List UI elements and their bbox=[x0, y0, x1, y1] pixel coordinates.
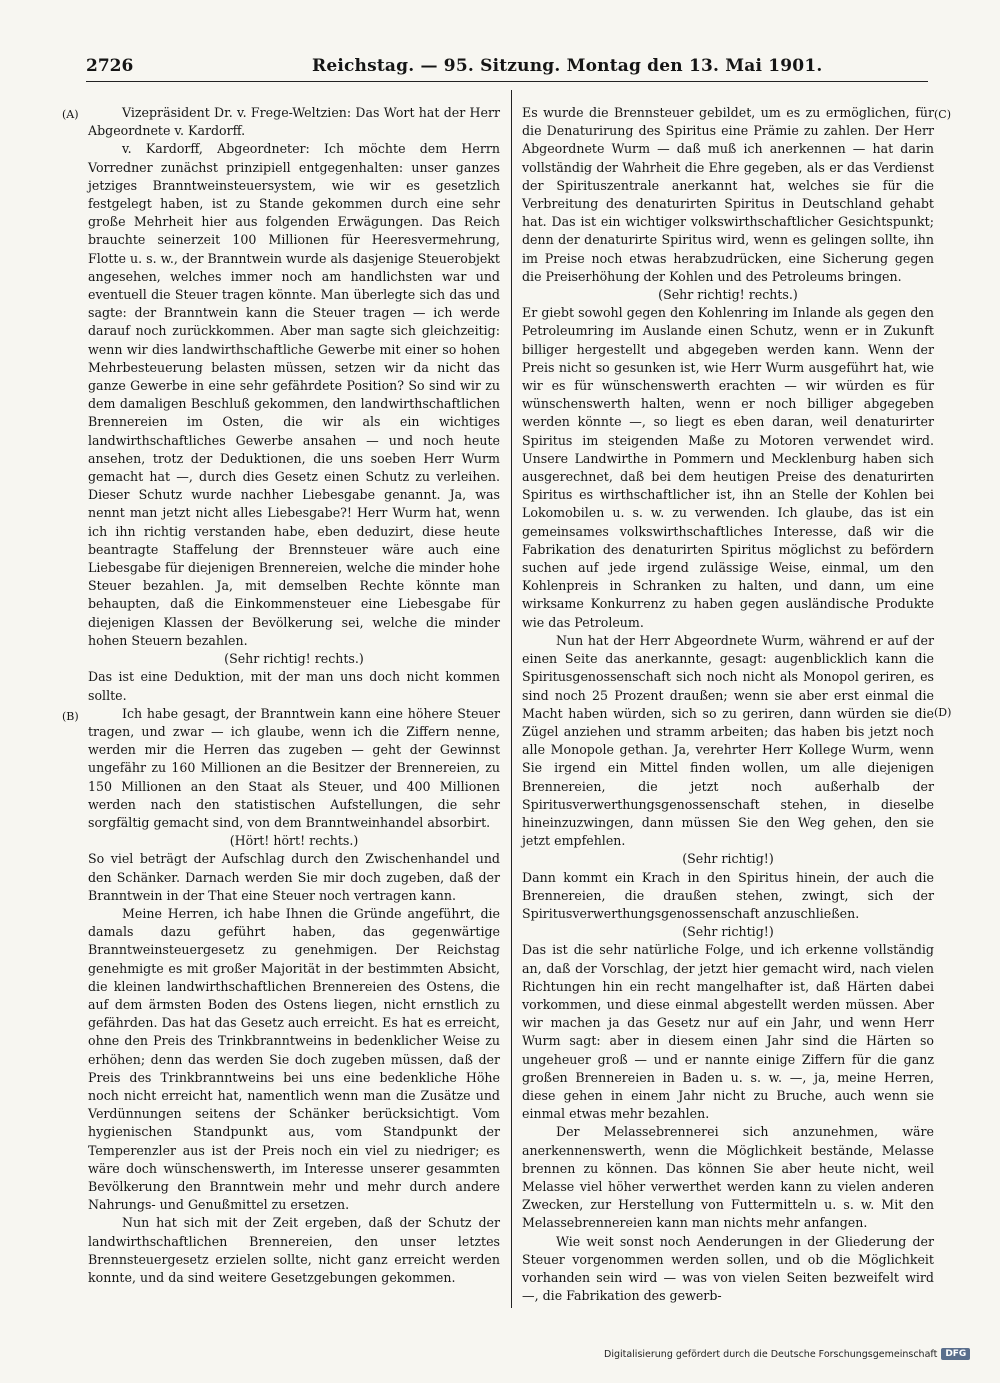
left-interjection: (Sehr richtig! rechts.) bbox=[224, 651, 364, 667]
left-paragraph: Vizepräsident Dr. v. Frege-Weltzien: Das Wort hat der Herr Abgeordnete v. Kardorff. bbox=[88, 105, 500, 139]
margin-mark-b: (B) bbox=[62, 710, 79, 723]
margin-mark-c: (C) bbox=[934, 108, 951, 121]
page-number: 2726 bbox=[86, 56, 134, 76]
right-paragraph: Dann kommt ein Krach in den Spiritus hinein, der auch die Brennereien, die draußen stehen, zwingt, sich der Spiritusverwerthungsgenossenschaft anzuschließen. bbox=[522, 869, 934, 921]
left-paragraph: Meine Herren, ich habe Ihnen die Gründe angeführt, die damals dazu geführt haben, das gegenwärtige Branntweinsteuergesetz zu genehmigen. Der Reichstag genehmigte es mit großer Majorität in der bestimmten Absicht, die kleinen landwirthschaftlichen Brennereien des Ostens, die auf dem ärmsten Boden des Ostens liegen, nicht ernstlich zu gefährden. Das hat das Gesetz auch erreicht. Es hat es erreicht, ohne den Preis des Trinkbranntweins in bedenklicher Weise zu erhöhen; denn das werden Sie doch zugeben müssen, daß der Preis des Trinkbranntweins bei uns eine bedenkliche Höhe noch nicht erreicht hat, namentlich wenn man die Zusätze und Verdünnungen seitens der Schänker berücksichtigt. Vom hygienischen Standpunkt aus, vom Standpunkt der Temperenzler aus ist der Preis noch ein viel zu niedriger; es wäre doch wünschenswerth, im Interesse unserer gesammten Bevölkerung den Branntwein mehr und mehr durch andere Nahrungs- und Genußmittel zu ersetzen. bbox=[88, 905, 500, 1213]
left-column bbox=[88, 104, 500, 1287]
footer bbox=[604, 1348, 970, 1360]
right-column bbox=[522, 104, 934, 1305]
left-paragraph: Ich habe gesagt, der Branntwein kann eine höhere Steuer tragen, und zwar — ich glaube, wenn ich die Ziffern nenne, werden mir die Herren das zugeben — geht der Gewinnst ungefähr zu 160 Millionen an die Besitzer der Brennereien, zu 150 Millionen an den Staat als Steuer, und 400 Millionen werden nach den statistischen Aufstellungen, die sehr sorgfältig gemacht sind, von dem Branntweinhandel absorbirt. bbox=[88, 705, 500, 830]
right-paragraph: Er giebt sowohl gegen den Kohlenring im Inlande als gegen den Petroleumring im Auslande einen Schutz, wenn er in Zukunft billiger hergestellt und abgegeben werden kann. Wenn der Preis nicht so gesunken ist, wie Herr Wurm ausgeführt hat, wie wir es für wünschenswerth erachten — wir würden es für wünschenswerth halten, wenn er noch billiger abgegeben werden könnte —, so liegt es eben daran, weil denaturirter Spiritus im steigenden Maße zu Motoren verwendet wird. Unsere Landwirthe in Pommern und Mecklenburg haben sich ausgerechnet, daß bei dem heutigen Preise des denaturirten Spiritus es wirthschaftlicher ist, ihn an Stelle der Kohlen bei Lokomobilen u. s. w. zu verwenden. Ich glaube, das ist ein gemeinsames volkswirthschaftliches Interesse, daß wir die Fabrikation des denaturirten Spiritus möglichst zu befördern suchen auf jede irgend zulässige Weise, einmal, um den Kohlenpreis in Schranken zu halten, und dann, um eine wirksame Konkurrenz zu haben gegen ausländische Produkte wie das Petroleum. bbox=[522, 305, 934, 630]
left-interjection: (Hört! hört! rechts.) bbox=[229, 833, 359, 849]
right-paragraph: Wie weit sonst noch Aenderungen in der Gliederung der Steuer vorgenommen werden sollen, und ob die Möglichkeit vorhanden sein wird — was von vielen Seiten bezweifelt wird —, die Fabrikation des gewerb- bbox=[522, 1233, 934, 1304]
right-interjection: (Sehr richtig!) bbox=[682, 851, 774, 867]
margin-mark-d: (D) bbox=[934, 706, 952, 719]
footer-credit: Digitalisierung gefördert durch die Deutsche Forschungsgemeinschaft bbox=[604, 1348, 938, 1360]
margin-mark-a: (A) bbox=[62, 108, 79, 121]
running-title: Reichstag. — 95. Sitzung. Montag den 13. Mai 1901. bbox=[312, 56, 823, 76]
column-divider bbox=[511, 90, 512, 1308]
right-paragraph: Das ist die sehr natürliche Folge, und ich erkenne vollständig an, daß der Vorschlag, der jetzt hier gemacht wird, nach vielen Richtungen hin ein recht mangelhafter ist, daß Härten dabei vorkommen, und diese einmal abgestellt werden müssen. Aber wir machen ja das Gesetz nur auf ein Jahr, und wenn Herr Wurm sagt: aber in diesem einen Jahr sind die Härten so ungeheuer groß — und er nannte einige Ziffern für die ganz großen Brennereien in Baden u. s. w. —, ja, meine Herren, diese gehen in einem Jahr nicht zu Bruche, auch wenn sie einmal etwas mehr bezahlen. bbox=[522, 942, 934, 1122]
left-paragraph: v. Kardorff, Abgeordneter: Ich möchte dem Herrn Vorredner zunächst prinzipiell entgegenhalten: unser ganzes jetziges Branntweinsteuersystem, wie wir es gesetzlich festgelegt haben, ist zu Stande gekommen durch eine sehr große Mehrheit hier aus folgenden Erwägungen. Das Reich brauchte seinerzeit 100 Millionen für Heeresvermehrung, Flotte u. s. w., der Branntwein wurde als dasjenige Steuerobjekt angesehen, welches immer noch am handlichsten war und eventuell die Steuer tragen könnte. Man überlegte sich das und sagte: der Branntwein kann die Steuer tragen — ich werde darauf noch zurückkommen. Aber man sagte sich gleichzeitig: wenn wir dies landwirthschaftliche Gewerbe mit einer so hohen Mehrbesteuerung belasten müssen, setzen wir da nicht das ganze Gewerbe in eine sehr gefährdete Position? So sind wir zu dem damaligen Beschluß gekommen, den landwirthschaftlichen Brennereien im Osten, die wir als ein wichtiges landwirthschaftliches Gewerbe ansahen — und noch heute ansehen, trotz der Deduktionen, die uns soeben Herr Wurm gemacht hat —, durch dies Gesetz einen Schutz zu verleihen. Dieser Schutz wurde nachher Liebesgabe genannt. Ja, was nennt man jetzt nicht alles Liebesgabe?! Herr Wurm hat, wenn ich ihn richtig verstanden habe, eben deduzirt, diese heute beantragte Staffelung der Brennsteuer wäre auch eine Liebesgabe für diejenigen Brennereien, welche die minder hohe Steuer bezahlen. Ja, mit demselben Rechte könnte man behaupten, daß die Einkommensteuer eine Liebesgabe für diejenigen Klassen der Bevölkerung sei, welche die minder hohen Steuern bezahlen. bbox=[88, 141, 500, 648]
page-header bbox=[86, 56, 928, 80]
left-paragraph: Das ist eine Deduktion, mit der man uns doch nicht kommen sollte. bbox=[88, 669, 500, 703]
left-paragraph: So viel beträgt der Aufschlag durch den Zwischenhandel und den Schänker. Darnach werden Sie mir doch zugeben, daß der Branntwein in der That eine Steuer noch vertragen kann. bbox=[88, 851, 500, 903]
header-rule bbox=[86, 81, 928, 82]
dfg-logo: DFG bbox=[941, 1348, 970, 1360]
right-interjection: (Sehr richtig! rechts.) bbox=[658, 287, 798, 303]
left-paragraph: Nun hat sich mit der Zeit ergeben, daß der Schutz der landwirthschaftlichen Brennereien, den unser letztes Brennsteuergesetz erzielen sollte, nicht ganz erreicht werden konnte, und da sind weitere Gesetzgebungen gekommen. bbox=[88, 1215, 500, 1285]
right-interjection: (Sehr richtig!) bbox=[682, 924, 774, 940]
right-paragraph: Der Melassebrennerei sich anzunehmen, wäre anerkennenswerth, wenn die Möglichkeit bestände, Melasse brennen zu können. Das können Sie aber heute nicht, weil Melasse viel höher verwerthet werden kann zu vielen anderen Zwecken, zur Herstellung von Futtermitteln u. s. w. Mit den Melassebrennereien kann man nichts mehr anfangen. bbox=[522, 1124, 934, 1231]
right-paragraph: Es wurde die Brennsteuer gebildet, um es zu ermöglichen, für die Denaturirung des Spiritus eine Prämie zu zahlen. Der Herr Abgeordnete Wurm — daß muß ich anerkennen — hat darin vollständig der Wahrheit die Ehre gegeben, als er das Verdienst der Spirituszentrale anerkannt hat, welches sie für die Verbreitung des denaturirten Spiritus in Deutschland gehabt hat. Das ist ein wichtiger volkswirthschaftlicher Gesichtspunkt; denn der denaturirte Spiritus wird, wenn es gelingen sollte, ihn im Preise noch etwas herabzudrücken, eine Sicherung gegen die Preiserhöhung der Kohlen und des Petroleums bringen. bbox=[522, 105, 934, 284]
right-paragraph: Nun hat der Herr Abgeordnete Wurm, während er auf der einen Seite das anerkannte, gesagt: augenblicklich kann die Spiritusgenossenschaft sich noch nicht als Monopol geriren, es sind noch 25 Prozent draußen; wenn sie aber erst einmal die Macht haben würden, sich so zu geriren, dann würden sie die Zügel anziehen und stramm arbeiten; das haben bis jetzt noch alle Monopole gethan. Ja, verehrter Herr Kollege Wurm, wenn Sie irgend ein Mittel finden wollen, um alle diejenigen Brennereien, die jetzt noch außerhalb der Spiritusverwerthungsgenossenschaft stehen, in dieselbe hineinzuzwingen, dann müssen Sie den Weg gehen, den sie jetzt empfehlen. bbox=[522, 632, 934, 849]
